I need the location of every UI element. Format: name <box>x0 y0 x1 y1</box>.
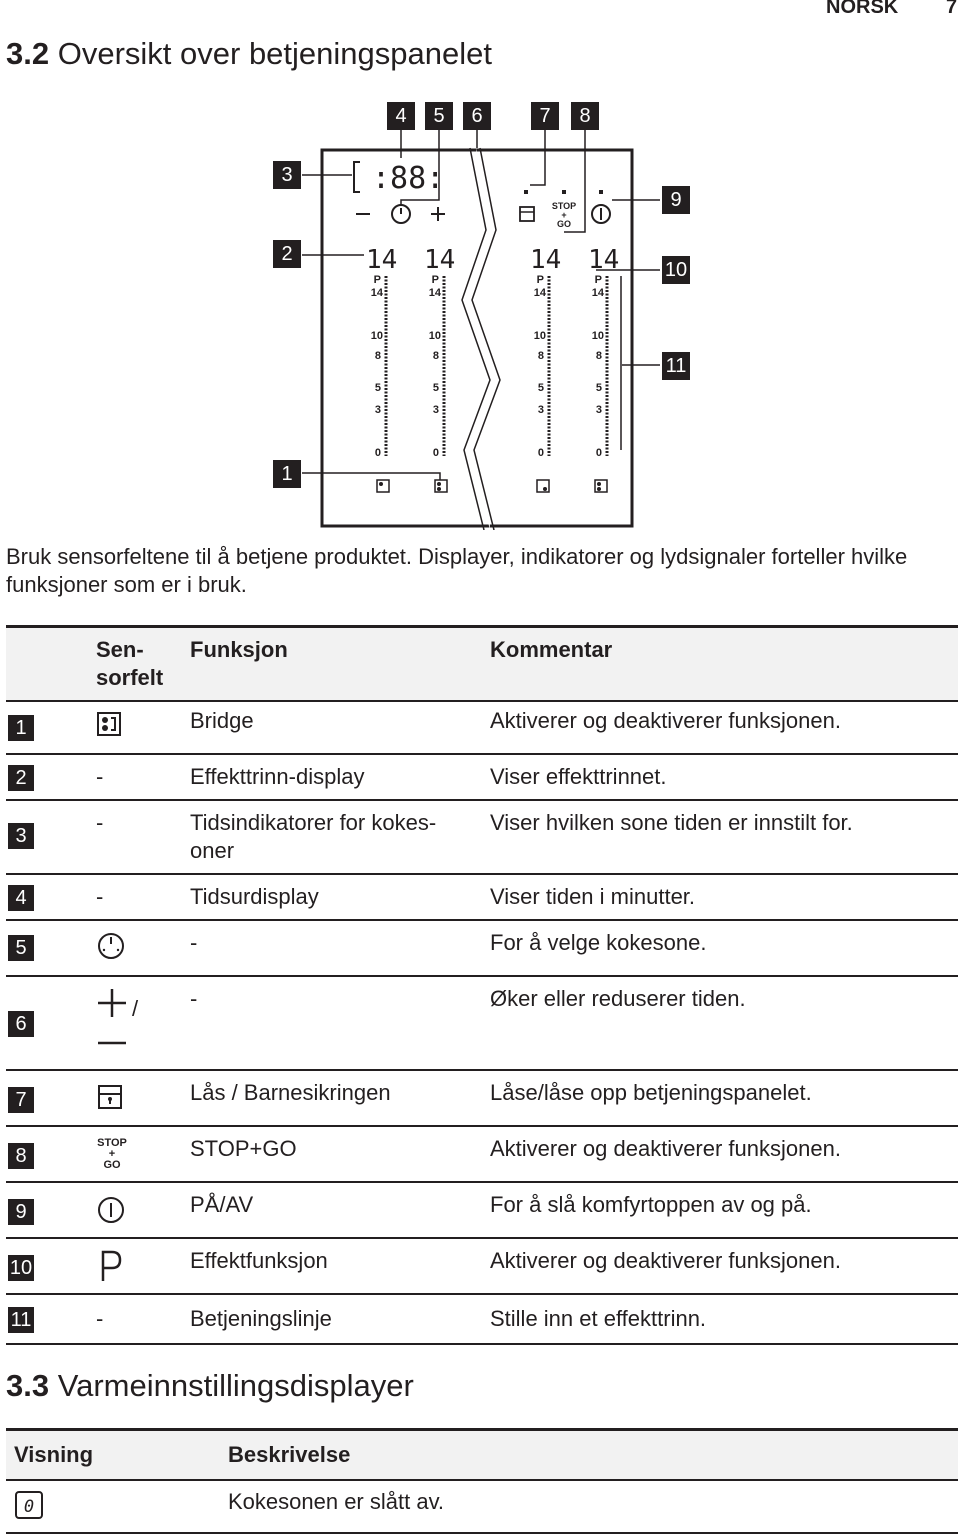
svg-text:P: P <box>373 274 381 286</box>
svg-text:14: 14 <box>530 245 562 275</box>
function-cell: Bridge <box>190 708 254 733</box>
svg-text:P: P <box>536 274 544 286</box>
section-32-title <box>6 36 492 72</box>
svg-text:5: 5 <box>374 382 381 394</box>
callout-5: 5 <box>425 102 453 130</box>
section-32-text: Oversikt over betjeningspanelet <box>57 36 492 71</box>
section-33-text: Varmeinnstillingsdisplayer <box>57 1368 414 1403</box>
row-number: 8 <box>8 1143 34 1169</box>
table-row <box>6 755 958 801</box>
comment-cell: For å slå komfyrtoppen av og på. <box>490 1192 812 1217</box>
svg-text:5: 5 <box>595 382 602 394</box>
comment-cell: Aktiverer og deaktiverer funksjonen. <box>490 708 841 733</box>
header-comment: Kommentar <box>490 637 613 662</box>
svg-text:3: 3 <box>432 404 439 416</box>
section-33-title <box>6 1368 414 1404</box>
language-label: NORSK <box>826 0 899 18</box>
lock-icon <box>96 1083 124 1111</box>
table-row <box>6 921 958 977</box>
function-cell: Lås / Barnesikringen <box>190 1080 391 1105</box>
svg-text:5: 5 <box>432 382 439 394</box>
header-display: Visning <box>14 1442 94 1467</box>
row-number: 4 <box>8 885 34 911</box>
svg-text:0: 0 <box>595 447 602 459</box>
svg-text:10: 10 <box>370 330 383 342</box>
row-number: 3 <box>8 823 34 849</box>
svg-text:GO: GO <box>556 219 572 229</box>
callout-1: 1 <box>273 460 301 488</box>
svg-text:8: 8 <box>374 350 381 362</box>
svg-text:14: 14 <box>424 245 456 275</box>
comment-cell: Stille inn et effekttrinn. <box>490 1306 707 1331</box>
comment-cell: For å velge kokesone. <box>490 930 707 955</box>
callout-10: 10 <box>662 256 690 284</box>
intro-paragraph: Bruk sensorfeltene til å betjene produktet. Displayer, indikatorer og lydsignaler forteller hvilke funksjoner som er i bruk. <box>6 544 908 597</box>
callout-3: 3 <box>273 161 301 189</box>
svg-text:0: 0 <box>23 1497 35 1517</box>
bridge-icon <box>435 480 447 492</box>
svg-text:GO: GO <box>103 1159 121 1171</box>
function-cell: - <box>190 986 198 1011</box>
comment-cell: Aktiverer og deaktiverer funksjonen. <box>490 1248 841 1273</box>
lock-icon <box>520 207 534 221</box>
sensor-cell: - <box>96 1306 104 1331</box>
comment-cell: Viser effekttrinnet. <box>490 764 667 789</box>
svg-text:14: 14 <box>533 287 546 299</box>
header-sensor: Sen- sorfelt <box>96 637 164 690</box>
zero-display-icon <box>14 1490 44 1520</box>
function-cell: Effektfunksjon <box>190 1248 328 1273</box>
function-cell: Tidsurdisplay <box>190 884 319 909</box>
table-header-row <box>6 1428 958 1481</box>
plus-minus-icon <box>96 989 130 1051</box>
table-row <box>6 1183 958 1239</box>
svg-text:0: 0 <box>432 447 439 459</box>
timer-display <box>354 161 444 196</box>
sensor-cell: - <box>96 810 104 835</box>
table-row <box>6 1127 958 1183</box>
table-row <box>6 801 958 875</box>
timer-digits: :88: <box>372 161 445 196</box>
svg-text:8: 8 <box>537 350 544 362</box>
callout-4: 4 <box>387 102 415 130</box>
svg-text:14: 14 <box>588 245 620 275</box>
function-cell: STOP+GO <box>190 1136 297 1161</box>
svg-text:10: 10 <box>591 330 604 342</box>
table-row <box>6 977 958 1071</box>
svg-text:10: 10 <box>428 330 441 342</box>
row-number: 7 <box>8 1087 34 1113</box>
bridge-zone-icon-1 <box>377 480 389 492</box>
sensor-cell: - <box>96 764 104 789</box>
svg-text:0: 0 <box>537 447 544 459</box>
section-33-number: 3.3 <box>6 1368 50 1403</box>
description-cell: Kokesonen er slått av. <box>228 1489 445 1514</box>
svg-text:10: 10 <box>533 330 546 342</box>
table-header-row <box>6 625 958 702</box>
function-cell: PÅ/AV <box>190 1192 254 1217</box>
page-number: 7 <box>946 0 958 18</box>
table-row <box>6 699 958 755</box>
row-number: 9 <box>8 1199 34 1225</box>
row-number: 2 <box>8 765 34 791</box>
section-32-number: 3.2 <box>6 36 50 71</box>
row-number: 5 <box>8 935 34 961</box>
svg-text:3: 3 <box>537 404 544 416</box>
comment-cell: Aktiverer og deaktiverer funksjonen. <box>490 1136 841 1161</box>
function-cell: Betjeningslinje <box>190 1306 332 1331</box>
comment-cell: Viser tiden i minutter. <box>490 884 696 909</box>
control-panel-diagram <box>0 90 960 530</box>
callout-7: 7 <box>531 102 559 130</box>
comment-cell: Låse/låse opp betjeningspanelet. <box>490 1080 812 1105</box>
svg-text:3: 3 <box>374 404 381 416</box>
bridge-icon <box>96 711 124 739</box>
svg-text:14: 14 <box>428 287 441 299</box>
table-row <box>6 1478 958 1534</box>
svg-text:14: 14 <box>366 245 398 275</box>
callout-2: 2 <box>273 240 301 268</box>
function-cell: Effekttrinn-display <box>190 764 365 789</box>
comment-cell: Øker eller reduserer tiden. <box>490 986 746 1011</box>
header-function: Funksjon <box>190 637 288 662</box>
function-cell: - <box>190 930 198 955</box>
power-icon <box>96 1195 126 1225</box>
row-number: 10 <box>9 1257 33 1279</box>
svg-text:5: 5 <box>537 382 544 394</box>
svg-text:P: P <box>594 274 602 286</box>
svg-text:3: 3 <box>595 404 602 416</box>
sensor-cell: / <box>132 996 139 1021</box>
comment-cell: Viser hvilken sone tiden er innstilt for. <box>490 810 853 835</box>
stop-go-icon: STOP <box>551 201 577 211</box>
table-row <box>6 875 958 921</box>
svg-text:8: 8 <box>432 350 439 362</box>
zone-select-icon <box>96 931 126 961</box>
callout-6: 6 <box>463 102 491 130</box>
sensor-cell: - <box>96 884 104 909</box>
svg-text:0: 0 <box>374 447 381 459</box>
svg-text:8: 8 <box>595 350 602 362</box>
row-number: 6 <box>8 1011 34 1037</box>
row-number: 1 <box>8 715 34 741</box>
svg-text:+: + <box>108 1148 116 1160</box>
svg-text:14: 14 <box>370 287 383 299</box>
p-icon <box>98 1249 124 1283</box>
svg-text:+: + <box>561 210 567 220</box>
table-row <box>6 1239 958 1295</box>
svg-text:STOP: STOP <box>97 1137 127 1149</box>
header-description: Beskrivelse <box>228 1442 351 1467</box>
callout-8: 8 <box>571 102 599 130</box>
stop-go-icon <box>94 1135 130 1173</box>
callout-11: 11 <box>662 352 690 380</box>
function-cell: Tidsindikatorer for kokes- oner <box>190 810 437 863</box>
svg-text:14: 14 <box>591 287 604 299</box>
table-row <box>6 1071 958 1127</box>
callout-9: 9 <box>662 186 690 214</box>
table-row <box>6 1295 958 1345</box>
row-number: 11 <box>8 1307 34 1333</box>
svg-text:P: P <box>431 274 439 286</box>
